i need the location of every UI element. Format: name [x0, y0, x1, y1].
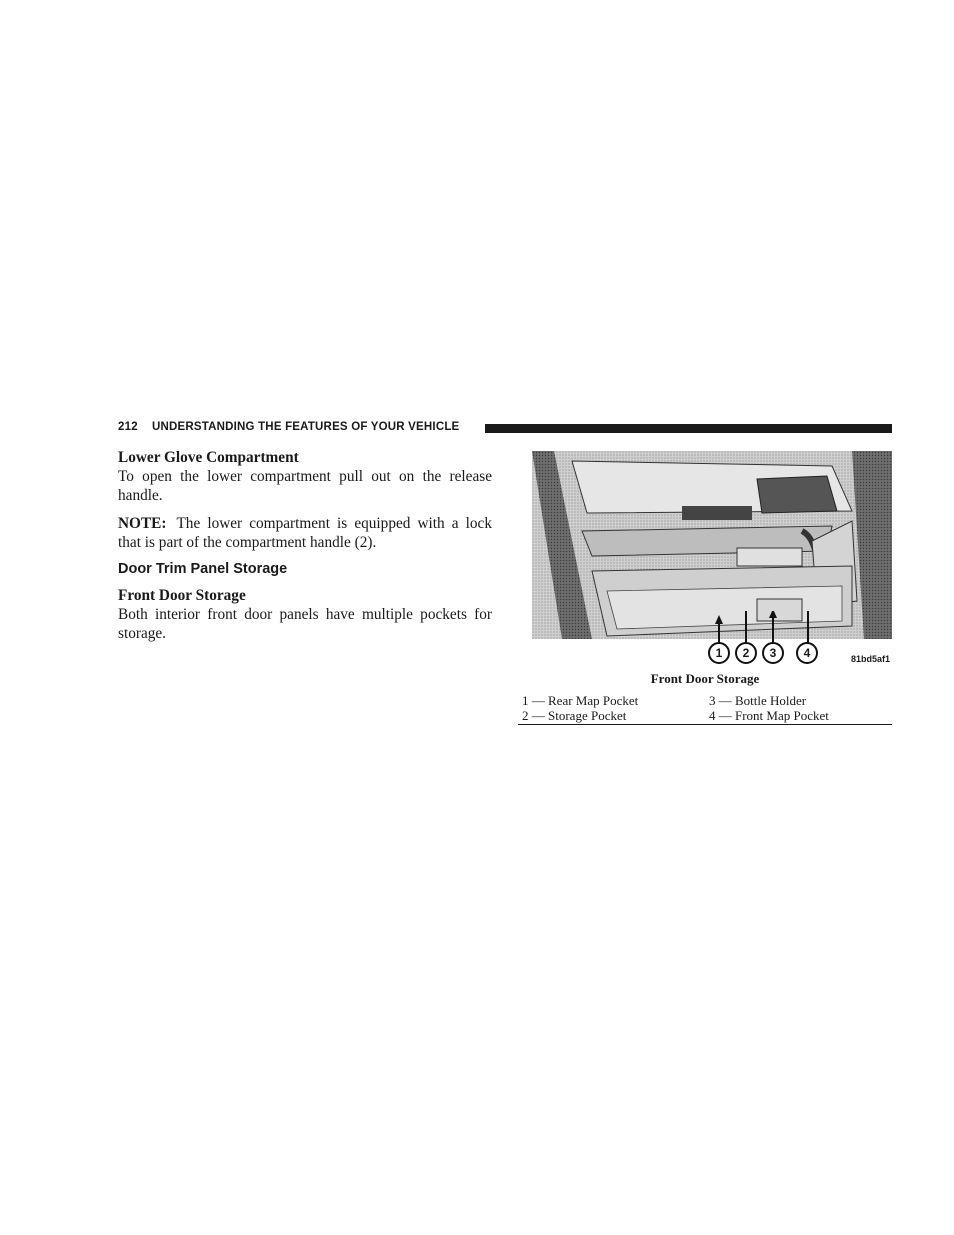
legend-item: 1 — Rear Map Pocket — [522, 693, 639, 708]
callout-2: 2 — [735, 642, 757, 664]
heading-door-trim-panel-storage: Door Trim Panel Storage — [118, 561, 288, 577]
note-paragraph — [118, 514, 492, 552]
legend-item: 3 — Bottle Holder — [709, 693, 807, 708]
callout-3: 3 — [762, 642, 784, 664]
text-column — [118, 448, 492, 643]
heading-lower-glove-compartment: Lower Glove Compartment — [118, 449, 299, 466]
heading-front-door-storage: Front Door Storage — [118, 587, 246, 604]
note-label: NOTE: — [118, 515, 167, 532]
figure-legend — [518, 694, 892, 725]
legend-item: 2 — Storage Pocket — [522, 707, 627, 723]
paragraph-front-door-storage: Both interior front door panels have multiple pockets for storage. — [118, 606, 492, 642]
image-code: 81bd5af1 — [851, 654, 891, 664]
callout-4: 4 — [796, 642, 818, 664]
section-title: UNDERSTANDING THE FEATURES OF YOUR VEHICLE — [152, 421, 460, 433]
figure-caption: Front Door Storage — [650, 671, 760, 686]
page-header — [118, 419, 892, 437]
legend-item: 4 — Front Map Pocket — [709, 707, 829, 723]
paragraph-glove-compartment: To open the lower compartment pull out on the release handle. — [118, 468, 492, 504]
page-number: 212 — [118, 421, 138, 433]
header-rule — [485, 424, 892, 433]
note-text: The lower compartment is equipped with a lock that is part of the compartment handle (2). — [118, 515, 492, 551]
callout-1: 1 — [708, 642, 730, 664]
